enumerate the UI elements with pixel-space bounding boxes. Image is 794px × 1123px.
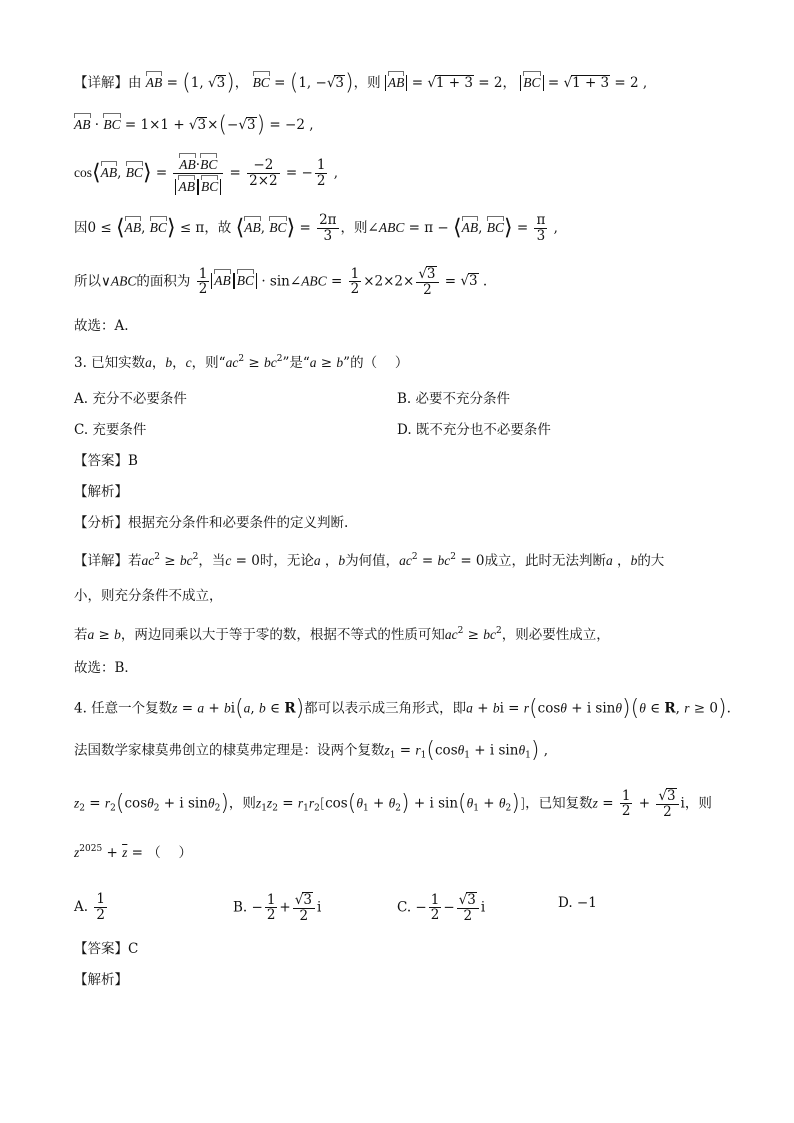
question-4-line1: 4. 任意一个复数z = a + bi(a, b ∈ R)都可以表示成三角形式，即a + bi = r(cosθ + i sinθ)(θ ∈ R, r ≥ 0). [74, 696, 731, 721]
q4-option-b: B. − $\frac{1}{2}$ + $\frac{√3}{2}$ i [233, 891, 322, 924]
q3-option-c: C. 充要条件 [74, 422, 147, 438]
q3-option-b: B. 必要不充分条件 [397, 391, 511, 407]
question-4-line4: $z^{2025} + \overline{z}$ = （ ） [74, 844, 193, 861]
detail-line-area: 所以∨ABC的面积为 $\frac{1}{2}$ AB BC · sin∠ABC = $\frac{1}{2}$ ×2×2× $\frac{√3}{2}$ = √3 . [74, 265, 488, 298]
q4-explanation-tag: 【解析】 [74, 972, 128, 988]
question-4-line3: $z_2 = r_2(\cos\theta_2 + i$ sinθ$_2$)，则$z_1z_2 = r_1r_2[\cos(\theta_1 + \theta_2) + i$ $\sin(\theta_1 + \theta_2)$]，已知复数z = $\frac{1}{2}$ + $\frac{√3}{2}$ i，则 [74, 787, 712, 820]
q3-analysis: 【分析】根据充分条件和必要条件的定义判断. [74, 515, 349, 531]
detail-line-angle: 因0 ≤ ⟨AB, BC⟩ ≤ π，故 ⟨AB, BC⟩ = $\frac{2\pi}{3}$ ，则∠ABC = π − ⟨AB, BC⟩ = $\frac{\pi}{3}$ , [74, 212, 558, 244]
q3-detail-line1: 【详解】若$ac^2 \ge bc^2$，当c = 0时，无论a ，b为何值，$ac^2 = bc^2 = 0$成立，此时无法判断a ，b的大 [74, 552, 665, 569]
q3-explanation-tag: 【解析】 [74, 484, 128, 500]
q3-detail-line2: 小，则充分条件不成立， [74, 588, 223, 604]
q3-choose: 故选：B． [74, 660, 138, 676]
detail-tag: 【详解】 [74, 75, 128, 91]
q3-option-d: D. 既不充分也不必要条件 [397, 422, 551, 438]
detail-line-dot-product: AB · BC = 1×1 + √3×(−√3) = −2 , [74, 112, 314, 138]
q4-option-a: A. $\frac{1}{2}$ [74, 891, 105, 923]
q4-answer: 【答案】C [74, 941, 139, 957]
detail-line-vectors: 【详解】由 AB = (1, √3)， BC = (1, −√3)，则 AB = √1 + 3 = 2， BC = √1 + 3 = 2 , [74, 70, 648, 96]
q4-option-d: D. −1 [558, 895, 597, 911]
question-3: 3. 已知实数a，b，c，则“$ac^2 \ge bc^2$”是“a ≥ b”的（ ） [74, 354, 409, 371]
q3-option-a: A. 充分不必要条件 [74, 391, 187, 407]
q3-detail-line3: 若a ≥ b，两边同乘以大于等于零的数，根据不等式的性质可知$ac^2 \ge bc^2$，则必要性成立， [74, 626, 610, 643]
question-4-line2: 法国数学家棣莫弗创立的棣莫弗定理是：设两个复数$z_1 = r_1(\cos\theta_1 + i$ sinθ$_1$) , [74, 738, 549, 763]
q4-option-c: C. − $\frac{1}{2}$ − $\frac{√3}{2}$ i [397, 891, 486, 924]
choice-a-line: 故选：A. [74, 318, 129, 334]
q3-answer: 【答案】B [74, 453, 138, 469]
detail-line-cosine: cos⟨AB, BC⟩ = $\frac{AB\cdot BC}{\text{AB BC}}$ = $\frac{-2}{2\times 2}$ = − $\frac{1}{2}$ , [74, 152, 338, 195]
